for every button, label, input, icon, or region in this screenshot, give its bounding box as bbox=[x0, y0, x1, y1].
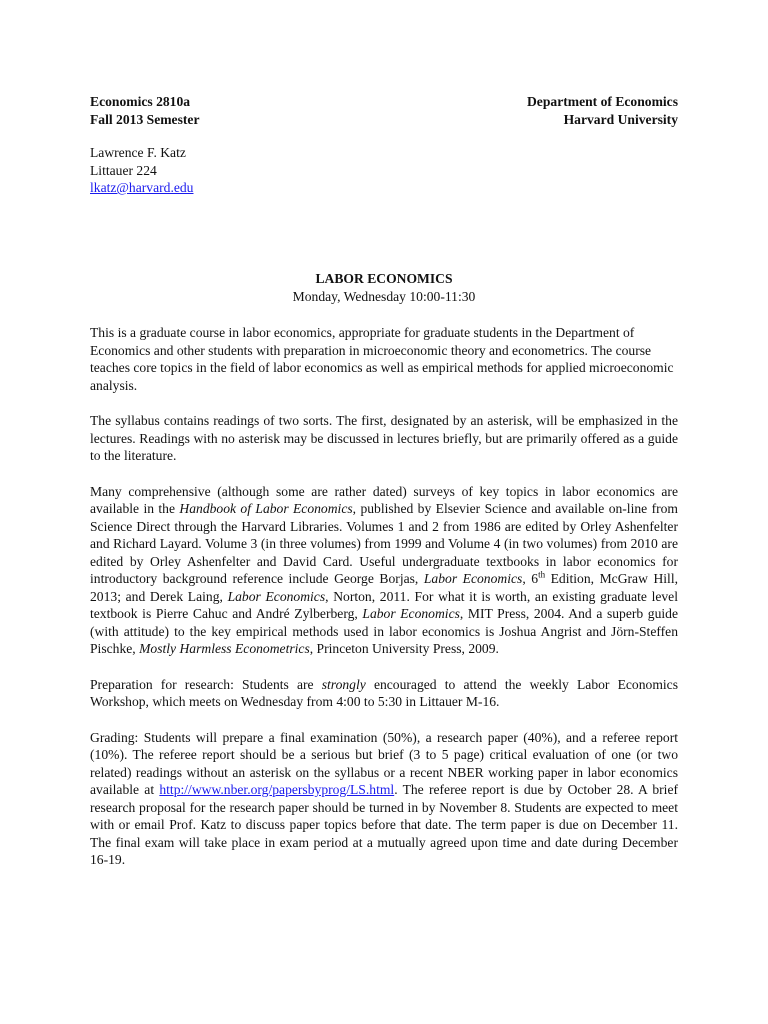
laing-book-title: Labor Economics bbox=[227, 588, 326, 604]
semester: Fall 2013 Semester bbox=[90, 111, 200, 127]
course-header bbox=[90, 93, 199, 128]
instructor-email-link[interactable]: lkatz@harvard.edu bbox=[90, 180, 194, 195]
department: Department of Economics bbox=[526, 94, 678, 109]
syllabus-body bbox=[90, 324, 678, 887]
nber-link[interactable]: http://www.nber.org/papersbyprog/LS.html bbox=[159, 782, 395, 797]
university: Harvard University bbox=[563, 111, 678, 127]
borjas-book-title: Labor Economics bbox=[423, 571, 523, 586]
course-title: LABOR ECONOMICS bbox=[315, 271, 453, 286]
course-title-block bbox=[0, 270, 768, 305]
readings-paragraph: The syllabus contains readings of two sorts. The first, designated by an asterisk, will be emphasized in the lectures. Readings with no asterisk may be discussed in lectures briefly, but are primarily offered as a guide to the literature. bbox=[90, 413, 678, 463]
handbook-title: Handbook of Labor Economics bbox=[179, 501, 353, 516]
instructor-office: Littauer 224 bbox=[90, 162, 157, 178]
grading-paragraph: Grading: Students will prepare a final examination (50%), a research paper (40%), and a referee report (10%). The referee report should be a serious but brief (3 to 5 page) critical evaluation of one (or two related) readings without an asterisk on the syllabus or a recent NBER working paper in labor economics available at http://www.nber.org/papersbyprog/LS.html. The referee report is due by October 28. A brief research proposal for the research paper should be turned in by November 8. Students are expected to meet with or email Prof. Katz to discuss paper topics before that date. The term paper is due on December 11. The final exam will take place in exam period at a mutually agreed upon time and date during December 16-19. bbox=[90, 729, 679, 867]
surveys-paragraph: Many comprehensive (although some are rather dated) surveys of key topics in labor economics are available in the Handbook of Labor Economics, published by Elsevier Science and available on-line from Science Direct through the Harvard Libraries. Volumes 1 and 2 from 1986 are edited by Orley Ashenfelter and Richard Layard. Volume 3 (in three volumes) from 1999 and Volume 4 (in two volumes) from 2010 are edited by Orley Ashenfelter and David Card. Useful undergraduate textbooks in labor economics for introductory background reference include George Borjas, Labor Economics, 6th Edition, McGraw Hill, 2013; and Derek Laing, Labor Economics, Norton, 2011. For what it is worth, an existing graduate level textbook is Pierre Cahuc and André Zylberberg, Labor Economics, MIT Press, 2004. And a superb guide (with attitude) to the key empirical methods used in labor economics is Joshua Angrist and Jörn-Steffen Pischke, Mostly Harmless Econometrics, Princeton University Press, 2009. bbox=[90, 483, 679, 656]
emphasis-strongly: strongly bbox=[321, 676, 366, 692]
course-schedule: Monday, Wednesday 10:00-11:30 bbox=[292, 288, 476, 304]
intro-paragraph: This is a graduate course in labor economics, appropriate for graduate students in the Department of Economics and other students with preparation in microeconomic theory and econometrics. The course teaches core topics in the field of labor economics as well as empirical methods for applied microeconomic analysis. bbox=[90, 325, 674, 393]
instructor-contact bbox=[90, 144, 193, 197]
cahuc-book-title: Labor Economics bbox=[362, 606, 460, 621]
course-number: Economics 2810a bbox=[90, 94, 191, 109]
research-paragraph: Preparation for research: Students are strongly encouraged to attend the weekly Labor Economics Workshop, which meets on Wednesday from 4:00 to 5:30 in Littauer M-16. bbox=[90, 676, 678, 709]
institution-header bbox=[527, 93, 678, 128]
instructor-name: Lawrence F. Katz bbox=[90, 145, 186, 160]
angrist-book-title: Mostly Harmless Econometrics bbox=[139, 641, 310, 656]
